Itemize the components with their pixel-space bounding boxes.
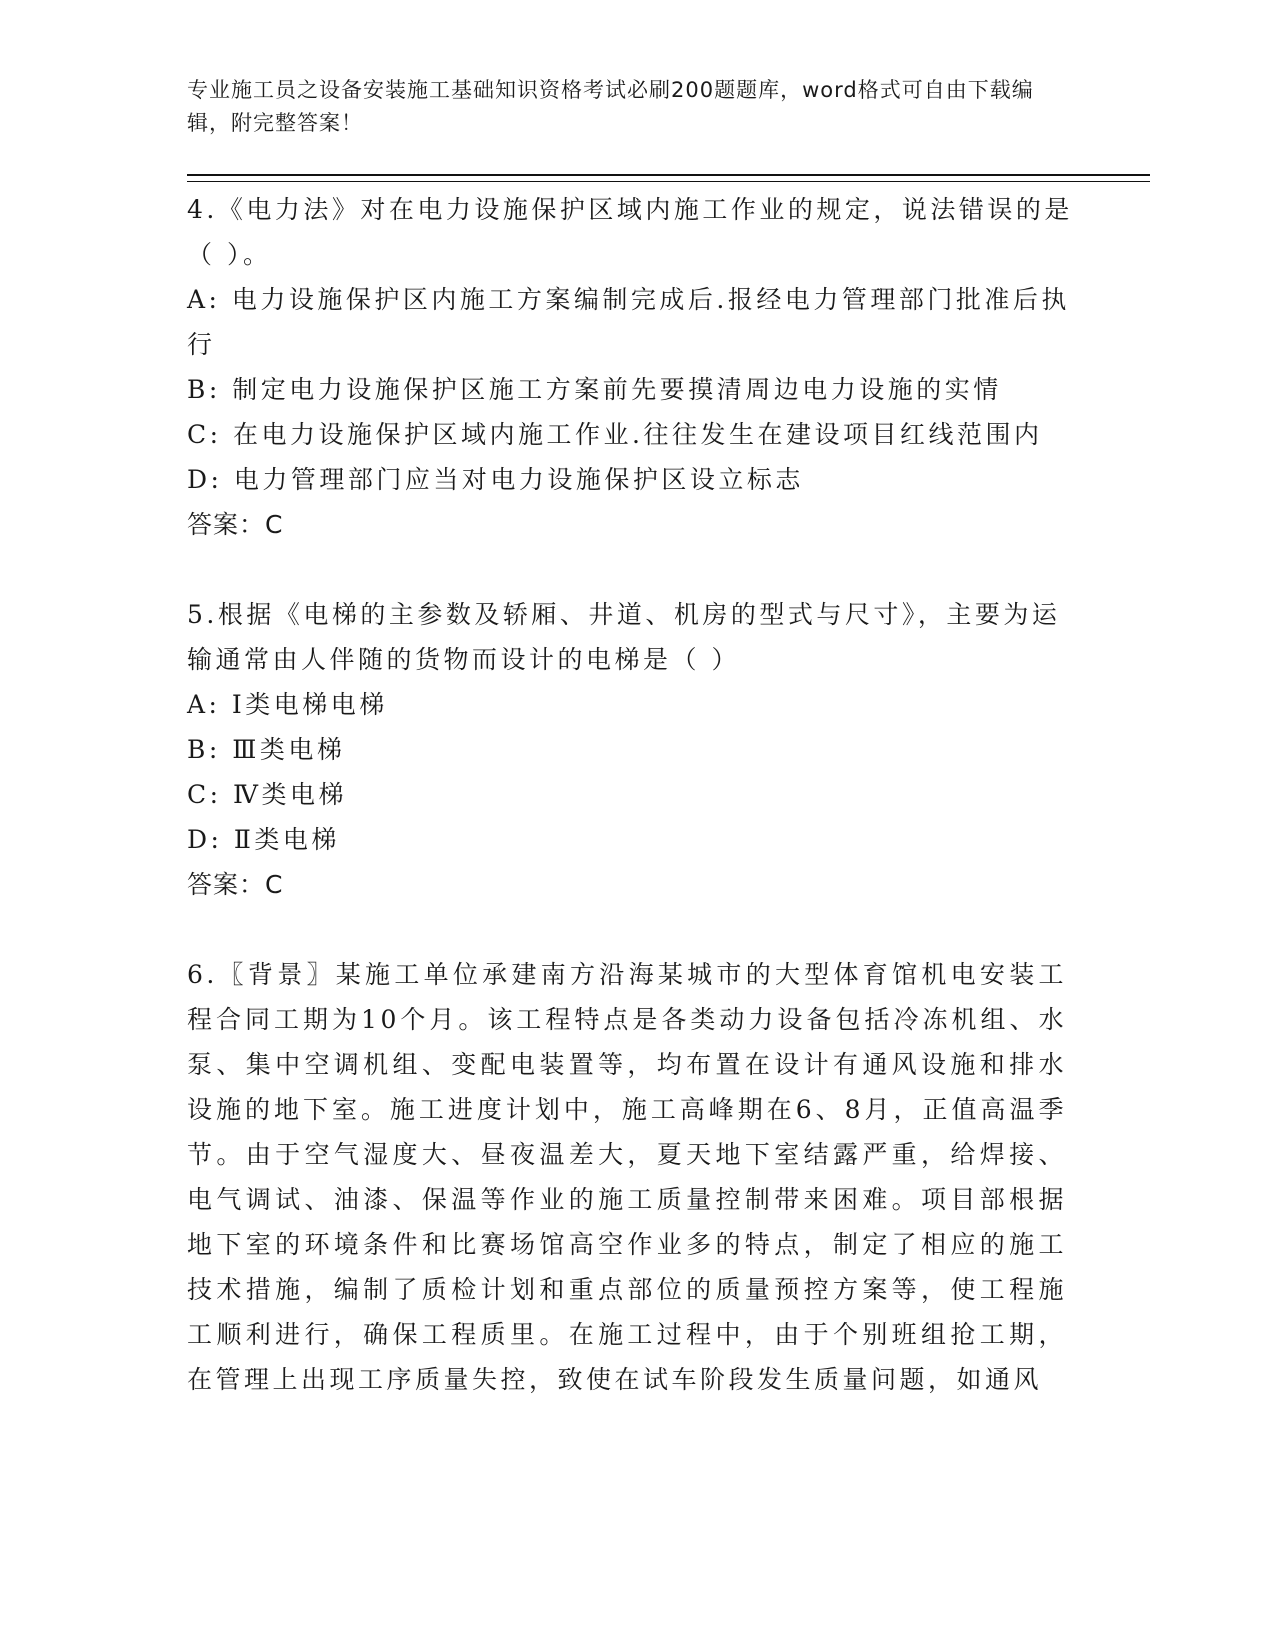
option-a: A: Ⅰ类电梯电梯 <box>187 690 388 719</box>
option-d: D: 电力管理部门应当对电力设施保护区设立标志 <box>187 465 804 494</box>
option-a: A: 电力设施保护区内施工方案编制完成后.报经电力管理部门批准后执行 <box>187 285 1070 359</box>
question-stem: 4.《电力法》对在电力设施保护区域内施工作业的规定，说法错误的是（ ）。 <box>187 195 1073 269</box>
answer-line: 答案：C <box>187 510 284 539</box>
option-d: D: Ⅱ类电梯 <box>187 825 340 854</box>
page-header: 专业施工员之设备安装施工基础知识资格考试必刷200题题库，word格式可自由下载编辑，附完整答案！ <box>187 78 1034 135</box>
question-5 <box>187 592 1087 907</box>
question-stem: 5.根据《电梯的主参数及轿厢、井道、机房的型式与尺寸》，主要为运输通常由人伴随的货物而设计的电梯是（ ） <box>187 600 1061 674</box>
document-body <box>187 187 1087 1402</box>
option-b: B: Ⅲ类电梯 <box>187 735 346 764</box>
header-rule-thick <box>187 174 1150 176</box>
option-c: C: Ⅳ类电梯 <box>187 780 347 809</box>
answer-line: 答案：C <box>187 870 284 899</box>
question-6 <box>187 952 1087 1402</box>
header-rule-thin <box>187 181 1150 182</box>
question-4 <box>187 187 1087 547</box>
background-question-text: 6.〖背景〗某施工单位承建南方沿海某城市的大型体育馆机电安装工程合同工期为10个月。该工程特点是各类动力设备包括冷冻机组、水泵、集中空调机组、变配电装置等，均布置在设计有通风设施和排水设施的地下室。施工进度计划中，施工高峰期在6、8月，正值高温季节。由于空气湿度大、昼夜温差大，夏天地下室结露严重，给焊接、电气调试、油漆、保温等作业的施工质量控制带来困难。项目部根据地下室的环境条件和比赛场馆高空作业多的特点，制定了相应的施工技术措施，编制了质检计划和重点部位的质量预控方案等，使工程施工顺利进行，确保工程质里。在施工过程中，由于个别班组抢工期，在管理上出现工序质量失控，致使在试车阶段发生质量问题，如通风 <box>187 960 1067 1394</box>
option-b: B: 制定电力设施保护区施工方案前先要摸清周边电力设施的实情 <box>187 375 1002 404</box>
option-c: C: 在电力设施保护区域内施工作业.往往发生在建设项目红线范围内 <box>187 420 1043 449</box>
